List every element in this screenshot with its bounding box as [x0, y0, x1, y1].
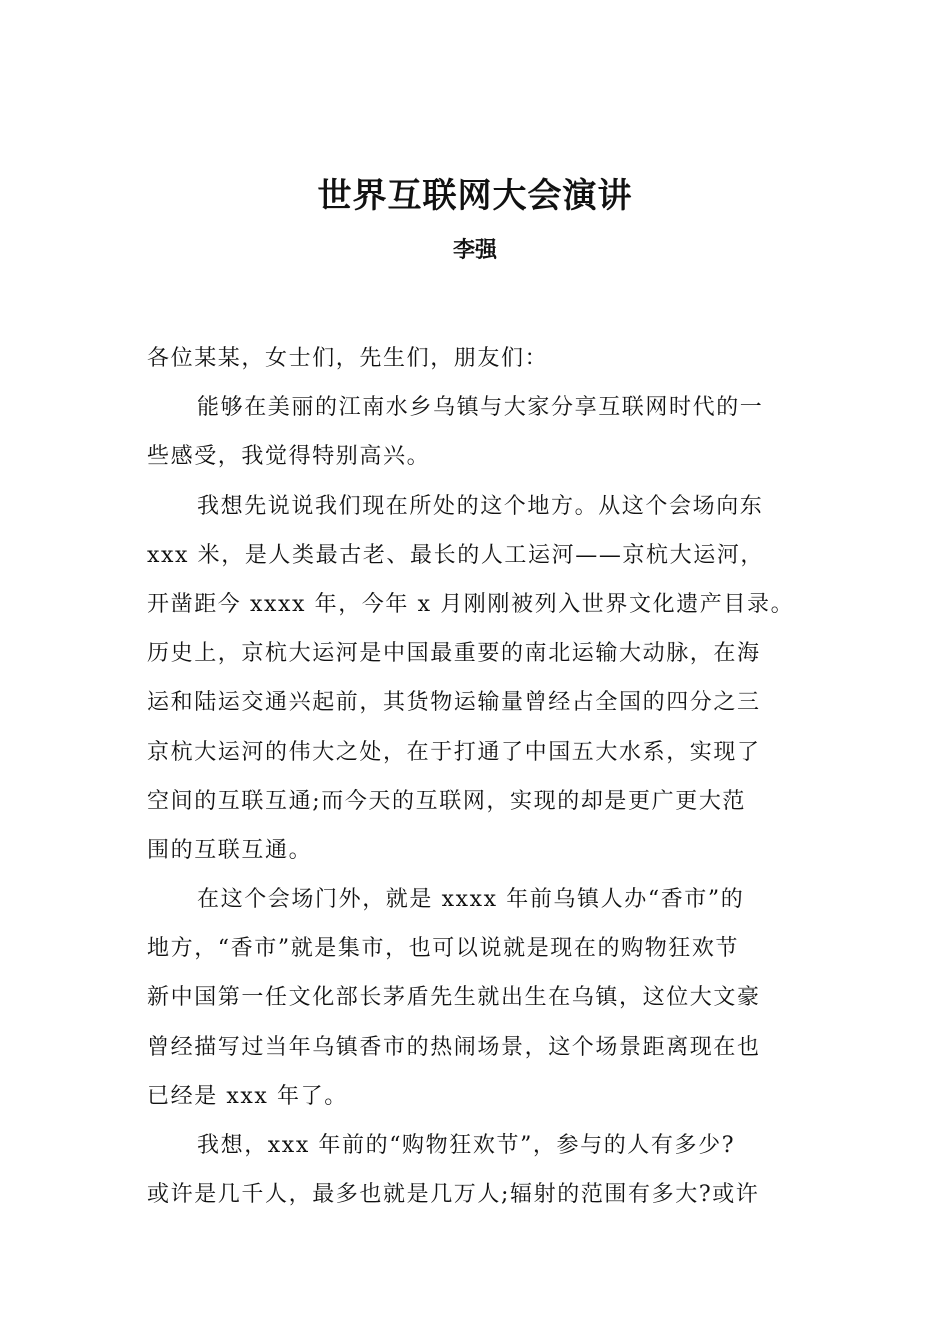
body-line: 已经是 xxx 年了。: [147, 1083, 348, 1109]
document-author: 李强: [452, 237, 497, 263]
body-line: 或许是几千人，最多也就是几万人;辐射的范围有多大?或许: [147, 1182, 760, 1208]
body-line: 我想，xxx 年前的“购物狂欢节”，参与的人有多少?: [197, 1133, 736, 1158]
body-line: 新中国第一任文化部长茅盾先生就出生在乌镇，这位大文豪: [147, 985, 761, 1011]
body-line: 我想先说说我们现在所处的这个地方。从这个会场向东: [197, 493, 764, 519]
body-line: 围的互联互通。: [147, 837, 313, 863]
body-line: 运和陆运交通兴起前，其货物运输量曾经占全国的四分之三: [147, 690, 761, 716]
body-line: 地方，“香市”就是集市，也可以说就是现在的购物狂欢节: [147, 936, 740, 962]
document-body: [147, 334, 817, 1219]
body-line: 能够在美丽的江南水乡乌镇与大家分享互联网时代的一: [197, 395, 764, 421]
body-line: 在这个会场门外，就是 xxxx 年前乌镇人办“香市”的: [197, 887, 745, 913]
body-line: 空间的互联互通;而今天的互联网，实现的却是更广更大范: [147, 788, 747, 814]
body-line: 开凿距今 xxxx 年，今年 x 月刚刚被列入世界文化遗产目录。: [147, 591, 795, 617]
body-line: 各位某某，女士们，先生们，朋友们：: [147, 346, 549, 371]
document-title: 世界互联网大会演讲: [317, 176, 633, 216]
body-line: 曾经描写过当年乌镇香市的热闹场景，这个场景距离现在也: [147, 1034, 761, 1060]
body-line: 京杭大运河的伟大之处，在于打通了中国五大水系，实现了: [147, 739, 761, 765]
body-line: 些感受，我觉得特别高兴。: [147, 444, 431, 470]
body-line: xxx 米，是人类最古老、最长的人工运河——京杭大运河，: [147, 542, 765, 568]
body-line: 历史上，京杭大运河是中国最重要的南北运输大动脉，在海: [147, 641, 761, 667]
